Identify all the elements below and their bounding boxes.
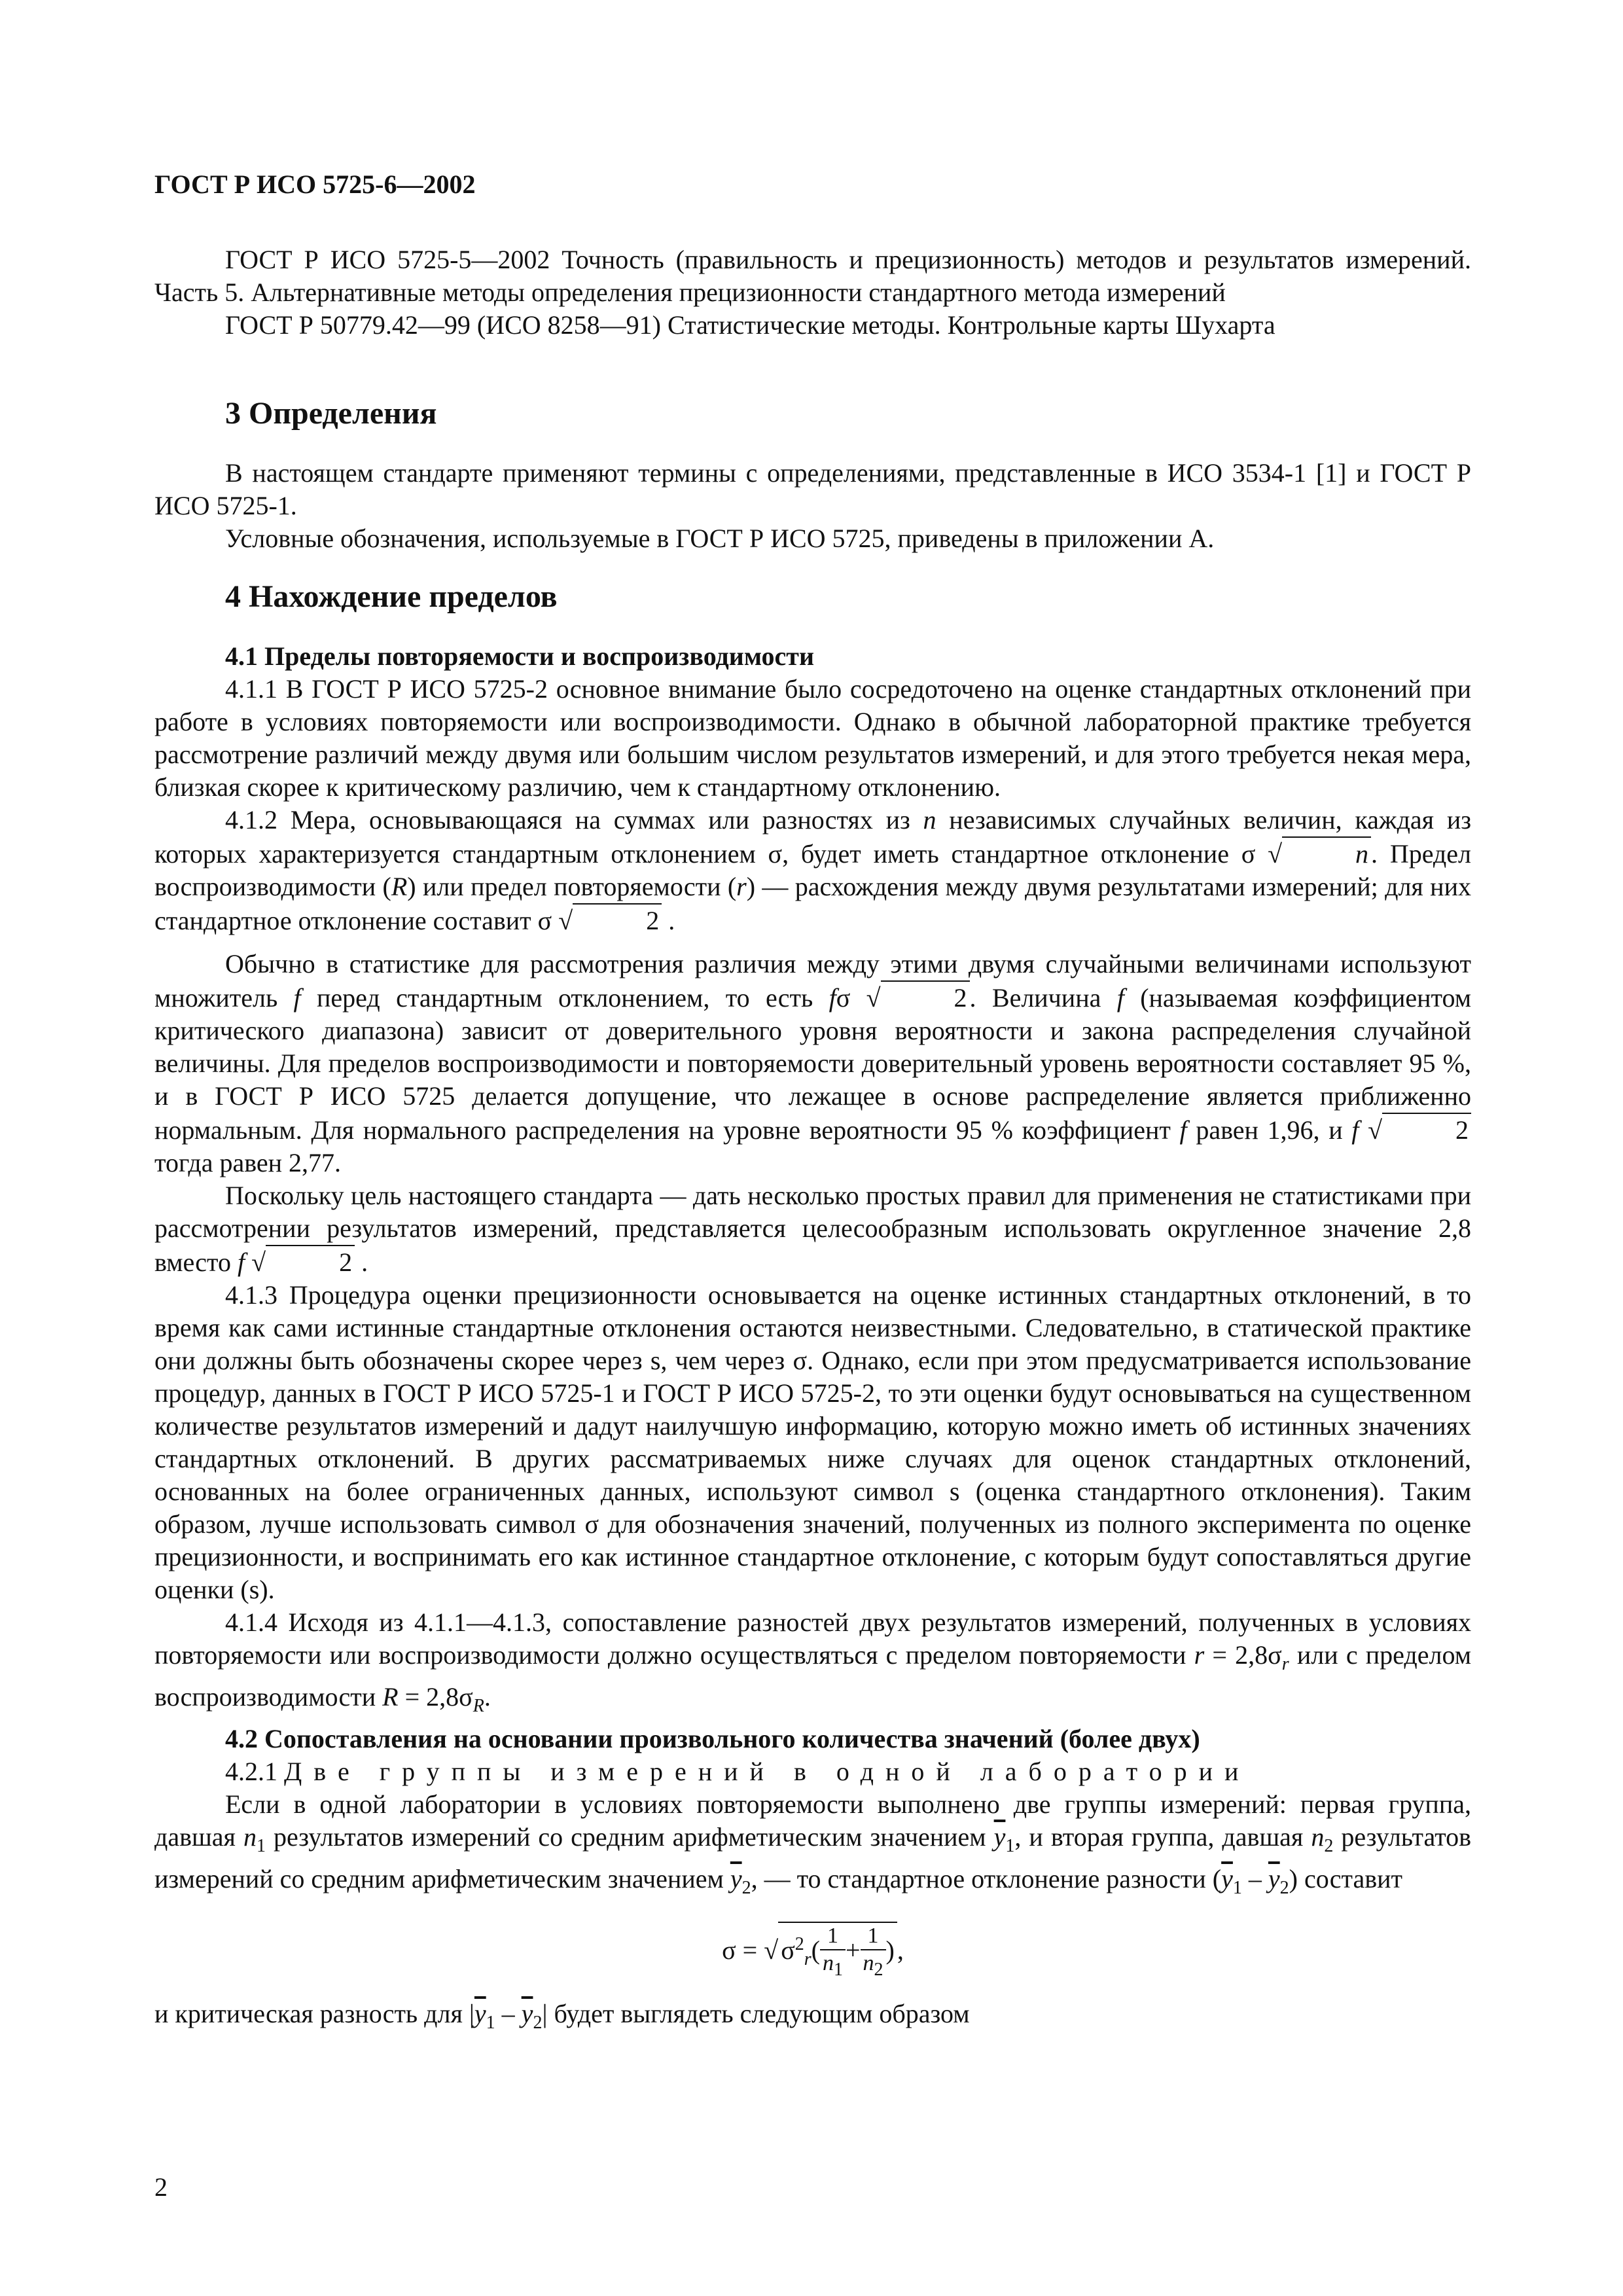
paragraph-4-1-2: 4.1.2 Мера, основывающаяся на суммах или разностях из n независимых случайных величин, каждая из которых характеризуется стандартным отклонением σ, будет иметь стандартное отклонение σ √ n . Предел воспроизводимости (R) или предел повторяемости (r) — расхождения между двумя результатами измерений; для них стандартное отклонение составит σ √ 2 . bbox=[154, 804, 1471, 937]
paragraph: Условные обозначения, используемые в ГОСТ Р ИСО 5725, приведены в приложении А. bbox=[225, 524, 1215, 553]
paragraph-coefficient: Обычно в статистике для рассмотрения различия между этими двумя случайными величинами используют множитель f перед стандартным отклонением, то есть fσ √ 2 . Величина f (называемая коэффициентом критического диапазона) зависит от доверительного уровня вероятности и закона распределения случайной величины. Для пределов воспроизводимости и повторяемости доверительный уровень вероятности составляет 95 %, и в ГОСТ Р ИСО 5725 делается допущение, что лежащее в основе распределение является приближенно нормальным. Для нормального распределения на уровне вероятности 95 % коэффициент f равен 1,96, и f √ 2 тогда равен 2,77. bbox=[154, 949, 1472, 1177]
reference-item: ГОСТ Р ИСО 5725-5—2002 Точность (правильность и прецизионность) методов и результатов измерений. Часть 5. Альтернативные методы определения прецизионности стандартного метода измерений bbox=[154, 245, 1471, 307]
reference-item: ГОСТ Р 50779.42—99 (ИСО 8258—91) Статистические методы. Контрольные карты Шухарта bbox=[225, 310, 1275, 340]
page-header: ГОСТ Р ИСО 5725-6—2002 bbox=[154, 170, 476, 199]
paragraph-4-1-1: 4.1.1 В ГОСТ Р ИСО 5725-2 основное внимание было сосредоточено на оценке стандартных отклонений при работе в условиях повторяемости или воспроизводимости. Однако в обычной лабораторной практике требуется рассмотрение различий между двумя или большим числом результатов измерений, и для этого требуется некая мера, близкая скорее к критическому различию, чем к стандартному отклонению. bbox=[154, 674, 1471, 802]
paragraph-4-2-1: Если в одной лаборатории в условиях повторяемости выполнено две группы измерений: первая группа, давшая $n_1$ результатов измерений со средним арифметическим значением $\overline{y}_1$, и вторая группа, давшая $n_2$ результатов измерений со средним арифметическим значением $\overline{y}_2$, — то стандартное отклонение разности $(\overline{y}_1 - \overline{y}_2)$ составит bbox=[154, 1789, 1472, 1898]
formula-sigma: σ = √ $\sigma^2_r$( $\frac{1}{n_1}$ + $\frac{1}{n_2}$ ) , bbox=[154, 1922, 1471, 1983]
section-4 bbox=[154, 577, 1471, 2039]
subsection-title: 4.2 Сопоставления на основании произвольного количества значений (более двух) bbox=[225, 1724, 1200, 1753]
section-title: 4 Нахождение пределов bbox=[225, 579, 558, 614]
page-number: 2 bbox=[154, 2172, 168, 2202]
section-title: 3 Определения bbox=[225, 396, 437, 431]
paragraph-critical-difference: и критическая разность для $|\overline{y}_1 - \overline{y}_2|$ будет выглядеть следующим образом bbox=[154, 1998, 970, 2033]
paragraph-4-1-3: 4.1.3 Процедура оценки прецизионности основывается на оценке истинных стандартных отклонений, в то время как сами истинные стандартные отклонения остаются неизвестными. Следовательно, в статической практике они должны быть обозначены скорее через s, чем через σ. Однако, если при этом предусматривается использование процедур, данных в ГОСТ Р ИСО 5725-1 и ГОСТ Р ИСО 5725-2, то эти оценки будут основываться на существенном количестве результатов измерений и дадут наилучшую информацию, которую можно иметь об истинных значениях стандартных отклонений. В других рассматриваемых ниже случаях для оценок стандартных отклонений, основанных на более ограниченных данных, используют символ s (оценка стандартного отклонения). Таким образом, лучше использовать символ σ для обозначения значений, полученных из полного эксперимента по оценке прецизионности, и воспринимать его как истинное стандартное отклонение, с которым будут сопоставляться другие оценки (s). bbox=[154, 1280, 1471, 1604]
paragraph-4-1-4: 4.1.4 Исходя из 4.1.1—4.1.3, сопоставление разностей двух результатов измерений, полученных в условиях повторяемости или воспроизводимости должно осуществляться с пределом повторяемости $r = 2,8\sigma_r$ или с пределом воспроизводимости $R = 2,8\sigma_R$. bbox=[154, 1607, 1472, 1716]
subsubsection-title: 4.2.1 Две группы измерений в одной лаборатории bbox=[225, 1757, 1251, 1786]
subsection-title: 4.1 Пределы повторяемости и воспроизводимости bbox=[225, 641, 814, 671]
section-3 bbox=[154, 394, 1471, 555]
references-block bbox=[154, 243, 1471, 342]
paragraph: В настоящем стандарте применяют термины с определениями, представленные в ИСО 3534-1 [1] и ГОСТ Р ИСО 5725-1. bbox=[154, 458, 1471, 520]
paragraph-rounded: Поскольку цель настоящего стандарта — дать несколько простых правил для применения не статистиками при рассмотрении результатов измерений, представляется целесообразным использовать округленное значение 2,8 вместо f √ 2 . bbox=[154, 1179, 1471, 1279]
